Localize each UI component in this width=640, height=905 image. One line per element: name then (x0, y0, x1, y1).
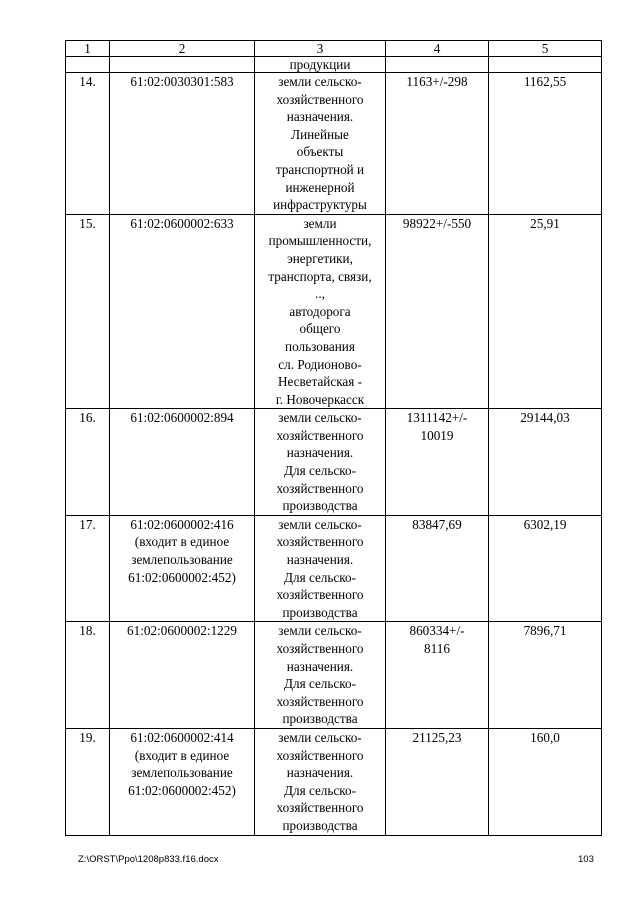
column-number: 2 (110, 41, 255, 57)
value-cell: 29144,03 (489, 409, 602, 516)
continuation-row (66, 57, 602, 73)
area-cell: 21125,23 (386, 728, 489, 835)
value-cell: 25,91 (489, 214, 602, 409)
empty-cell (66, 57, 110, 73)
cadastral-number-cell: 61:02:0600002:633 (110, 214, 255, 409)
footer-file-path: Z:\ORST\Ppo\1208p833.f16.docx (78, 854, 219, 865)
area-cell: 83847,69 (386, 515, 489, 622)
empty-cell (386, 57, 489, 73)
land-category-cell: земли сельско- хозяйственного назначения. Для сельско- хозяйственного производства (255, 728, 386, 835)
column-number: 5 (489, 41, 602, 57)
cadastral-number-cell: 61:02:0600002:416 (входит в единое землепользование 61:02:0600002:452) (110, 515, 255, 622)
land-category-cell: земли сельско- хозяйственного назначения. Для сельско- хозяйственного производства (255, 515, 386, 622)
table-row (66, 728, 602, 835)
row-number-cell: 15. (66, 214, 110, 409)
column-number: 4 (386, 41, 489, 57)
row-number-cell: 17. (66, 515, 110, 622)
row-number-cell: 14. (66, 73, 110, 215)
table-row (66, 515, 602, 622)
area-cell: 1311142+/- 10019 (386, 409, 489, 516)
table-body (66, 73, 602, 836)
row-number-cell: 16. (66, 409, 110, 516)
table-row (66, 214, 602, 409)
value-cell: 160,0 (489, 728, 602, 835)
area-cell: 98922+/-550 (386, 214, 489, 409)
area-cell: 860334+/- 8116 (386, 622, 489, 729)
footer-page-number: 103 (578, 854, 594, 865)
table-row (66, 409, 602, 516)
cadastral-number-cell: 61:02:0600002:414 (входит в единое землепользование 61:02:0600002:452) (110, 728, 255, 835)
value-cell: 1162,55 (489, 73, 602, 215)
land-category-cell: земли сельско- хозяйственного назначения. Для сельско- хозяйственного производства (255, 622, 386, 729)
column-number-row (66, 41, 602, 57)
row-number-cell: 18. (66, 622, 110, 729)
value-cell: 7896,71 (489, 622, 602, 729)
cadastral-number-cell: 61:02:0600002:1229 (110, 622, 255, 729)
cadastral-number-cell: 61:02:0030301:583 (110, 73, 255, 215)
land-category-cell: земли сельско- хозяйственного назначения. Линейные объекты транспортной и инженерной инфраструктуры (255, 73, 386, 215)
land-category-cell: земли промышленности, энергетики, транспорта, связи, .., автодорога общего пользования сл. Родионово- Несветайская - г. Новочеркасск (255, 214, 386, 409)
row-number-cell: 19. (66, 728, 110, 835)
empty-cell (110, 57, 255, 73)
continued-category-cell: продукции (255, 57, 386, 73)
cadastral-number-cell: 61:02:0600002:894 (110, 409, 255, 516)
empty-cell (489, 57, 602, 73)
area-cell: 1163+/-298 (386, 73, 489, 215)
column-number: 1 (66, 41, 110, 57)
value-cell: 6302,19 (489, 515, 602, 622)
table-row (66, 622, 602, 729)
land-category-cell: земли сельско- хозяйственного назначения. Для сельско- хозяйственного производства (255, 409, 386, 516)
land-parcels-table (65, 40, 602, 836)
table-row (66, 73, 602, 215)
column-number: 3 (255, 41, 386, 57)
